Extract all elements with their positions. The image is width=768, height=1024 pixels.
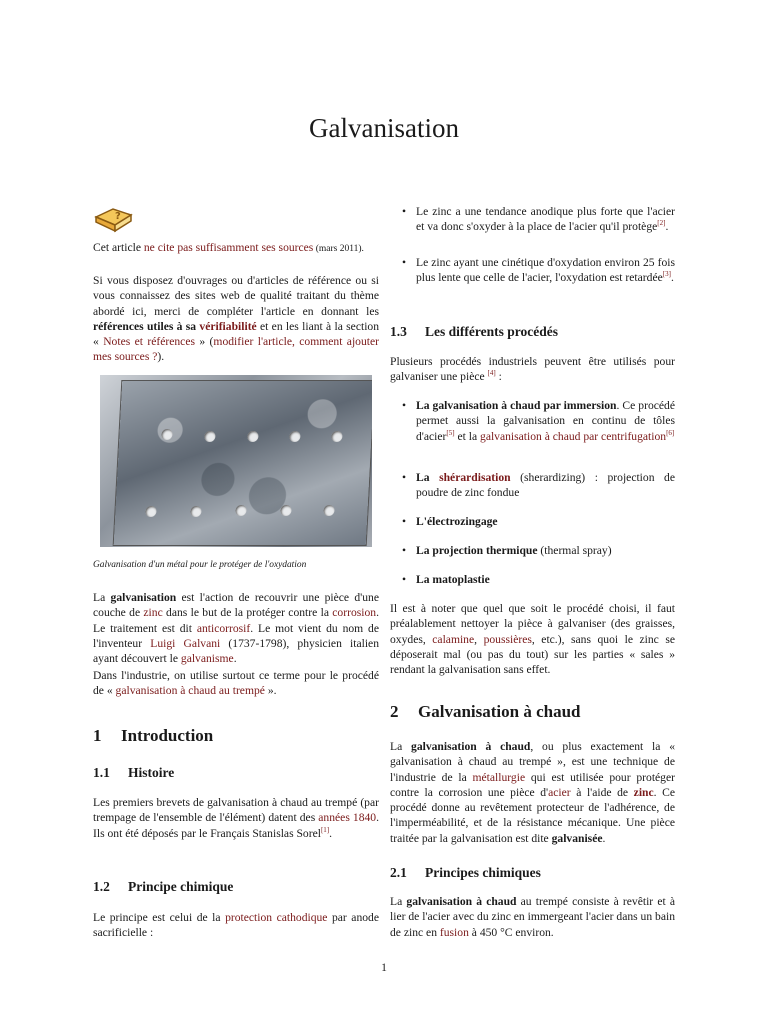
ref-1[interactable]: [1] (320, 825, 330, 834)
link-modifier[interactable]: modifier l'article, comment ajouter mes sources ? (93, 335, 379, 364)
principe-paragraph: Le principe est celui de la protection cathodique par anode sacrificielle : (93, 911, 379, 940)
list-item: • Le zinc ayant une cinétique d'oxydation environ 25 fois plus lente que celle de l'acier, l'oxydation est retardée[3]. (402, 256, 675, 285)
list-item: • La matoplastie (402, 573, 490, 586)
list-item: • La projection thermique (thermal spray) (402, 544, 612, 557)
link-notes[interactable]: Notes et références (103, 335, 195, 349)
link-galvani[interactable]: Luigi Galvani (150, 636, 221, 650)
section-2-1-heading: 2.1 Principes chimiques (390, 865, 541, 880)
link-corrosion[interactable]: corrosion (332, 606, 377, 620)
banner-help: Si vous disposez d'ouvrages ou d'articles de référence ou si vous connaissez des sites web de qualité traitant du thème abordé ici, merci de compléter l'article en donnant les références utiles à sa vérifiabilité et en les liant à la section « Notes et références » (modifier l'article, comment ajouter mes sources ?). (93, 274, 380, 364)
link-anticorrosif[interactable]: anticorrosif (196, 621, 251, 635)
ref-5[interactable]: [5] (446, 428, 455, 437)
link-poussieres[interactable]: poussières (483, 632, 532, 646)
intro-paragraph-2: Dans l'industrie, on utilise surtout ce terme pour le procédé de « galvanisation à chaud au trempé ». (93, 669, 379, 698)
section-1-3-heading: 1.3 Les différents procédés (390, 324, 558, 339)
ref-2[interactable]: [2] (657, 219, 666, 228)
link-fusion[interactable]: fusion (439, 925, 469, 939)
link-acier[interactable]: acier (548, 785, 571, 799)
list-item: • Le zinc a une tendance anodique plus forte que l'acier et va donc s'oxyder à la place de l'acier qu'il protège[2]. (402, 205, 675, 234)
section-2-heading: 2 Galvanisation à chaud (390, 702, 581, 721)
banner-unsourced: Cet article ne cite pas suffisamment ses sources (mars 2011). (93, 241, 364, 254)
link-sherardisation[interactable]: shérardisation (439, 471, 511, 484)
intro-paragraph-1: La galvanisation est l'action de recouvrir une pièce d'une couche de zinc dans le but de la protéger contre la corrosion. Le traitement est dit anticorrosif. Le mot vient du nom de l'inventeur Luigi Galvani (1737-1798), physicien italien ayant découvert le galvanisme. (93, 591, 379, 666)
svg-text:?: ? (115, 211, 121, 222)
nettoyage-paragraph: Il est à noter que quel que soit le procédé choisi, il faut préalablement nettoyer la pièce à galvaniser (des graisses, oxydes, calamine, poussières, etc.), sans quoi le zinc se déposerait mal (ou pas du tout) sur les parties « sales » rendant la galvanisation sans effet. (390, 602, 676, 677)
ref-6[interactable]: [6] (666, 428, 675, 437)
link-verifiabilite[interactable]: vérifiabilité (199, 319, 257, 333)
book-question-icon (93, 203, 135, 240)
list-item: • La galvanisation à chaud par immersion. Ce procédé permet aussi la galvanisation en continu de tôles d'acier[5] et la galvanisation à chaud par centrifugation[6] (402, 399, 675, 443)
procedes-intro: Plusieurs procédés industriels peuvent être utilisés pour galvaniser une pièce [4] : (390, 355, 675, 384)
page-title: Galvanisation (309, 113, 459, 143)
page-number: 1 (381, 961, 387, 974)
link-zinc[interactable]: zinc (143, 606, 163, 620)
histoire-paragraph: Les premiers brevets de galvanisation à chaud au trempé (par trempage de l'ensemble de l'élément) datent des années 1840. Ils ont été déposés par le Français Stanislas Sorel[1]. (93, 796, 379, 840)
link-centrifugation[interactable]: galvanisation à chaud par centrifugation (480, 429, 667, 443)
list-item: • La shérardisation (sherardizing) : projection de poudre de zinc fondue (402, 471, 675, 500)
link-zinc-2[interactable]: zinc (633, 785, 654, 799)
section-1-1-heading: 1.1 Histoire (93, 765, 175, 780)
link-unsourced[interactable]: ne cite pas suffisamment ses sources (143, 241, 314, 254)
principes-chimiques-paragraph: La galvanisation à chaud au trempé consiste à revêtir et à lier de l'acier avec du zinc en immergeant l'acier dans un bain de zinc en fusion à 450 °C environ. (390, 895, 675, 939)
link-metallurgie[interactable]: métallurgie (472, 770, 526, 784)
link-protection-cathodique[interactable]: protection cathodique (225, 911, 328, 924)
ref-3[interactable]: [3] (662, 270, 671, 279)
link-annees-1840[interactable]: années 1840 (318, 811, 377, 825)
figure-caption: Galvanisation d'un métal pour le protéger de l'oxydation (93, 560, 307, 570)
link-galv-trempe[interactable]: galvanisation à chaud au trempé (115, 684, 265, 698)
link-calamine[interactable]: calamine (432, 632, 475, 646)
ref-4[interactable]: [4] (487, 369, 496, 378)
list-item: • L'électrozingage (402, 515, 498, 528)
galv-chaud-paragraph: La galvanisation à chaud, ou plus exactement la « galvanisation à chaud au trempé », est une technique de l'industrie de la métallurgie qui est utilisée pour protéger contre la corrosion une pièce d'acier à l'aide de zinc. Ce procédé donne au revêtement protecteur de l'adhérence, de l'imperméabilité, et de la résistance mécanique. Une pièce traitée par la galvanisation est dite galvanisée. (390, 740, 675, 845)
link-galvanisme[interactable]: galvanisme (180, 652, 234, 666)
section-1-2-heading: 1.2 Principe chimique (93, 879, 234, 894)
galvanized-plate-photo (100, 375, 372, 547)
section-1-heading: 1 Introduction (93, 726, 214, 745)
